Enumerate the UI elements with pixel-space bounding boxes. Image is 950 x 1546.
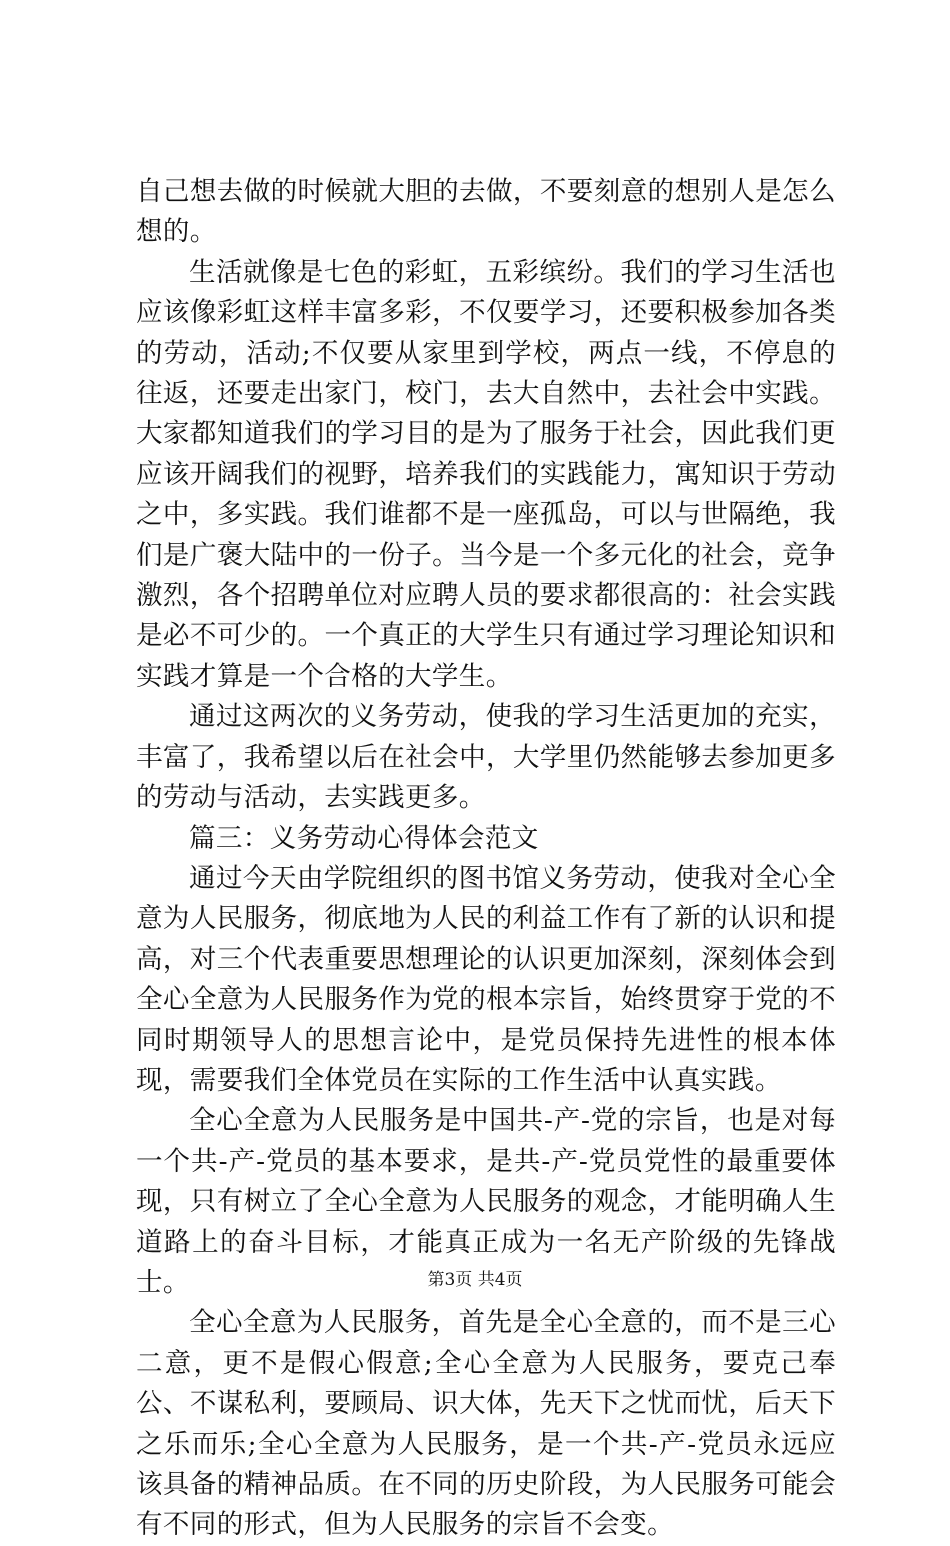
paragraph-continuation: 自己想去做的时候就大胆的去做，不要刻意的想别人是怎么想的。 <box>136 176 836 248</box>
document-body <box>136 172 836 1546</box>
page-number-footer: 第3页 共4页 <box>427 1270 523 1290</box>
paragraph-rainbow: 生活就像是七色的彩虹，五彩缤纷。我们的学习生活也应该像彩虹这样丰富多彩，不仅要学习，还要积极参加各类的劳动，活动;不仅要从家里到学校，两点一线，不停息的往返，还要走出家门，校门，去大自然中，去社会中实践。大家都知道我们的学习目的是为了服务于社会，因此我们更应该开阔我们的视野，培养我们的实践能力，寓知识于劳动之中，多实践。我们谁都不是一座孤岛，可以与世隔绝，我们是广褒大陆中的一份子。当今是一个多元化的社会，竞争激烈，各个招聘单位对应聘人员的要求都很高的：社会实践是必不可少的。一个真正的大学生只有通过学习理论知识和实践才算是一个合格的大学生。 <box>136 256 836 692</box>
section-heading: 篇三：义务劳动心得体会范文 <box>189 822 539 854</box>
paragraph-party-purpose: 全心全意为人民服务是中国共-产-党的宗旨，也是对每一个共-产-党员的基本要求，是共-产-党员党性的最重要体现，只有树立了全心全意为人民服务的观念，才能明确人生道路上的奋斗目标，才能真正成为一名无产阶级的先锋战士。 <box>136 1105 836 1298</box>
paragraph-serve-people: 全心全意为人民服务，首先是全心全意的，而不是三心二意，更不是假心假意;全心全意为人民服务，要克己奉公、不谋私利，要顾局、识大体，先天下之忧而忧，后天下之乐而乐;全心全意为人民服务，是一个共-产-党员永远应该具备的精神品质。在不同的历史阶段，为人民服务可能会有不同的形式，但为人民服务的宗旨不会变。 <box>136 1307 836 1541</box>
paragraph-library-labor: 通过今天由学院组织的图书馆义务劳动，使我对全心全意为人民服务，彻底地为人民的利益工作有了新的认识和提高，对三个代表重要思想理论的认识更加深刻，深刻体会到全心全意为人民服务作为党的根本宗旨，始终贯穿于党的不同时期领导人的思想言论中，是党员保持先进性的根本体现，需要我们全体党员在实际的工作生活中认真实践。 <box>136 862 836 1096</box>
paragraph-two-labors: 通过这两次的义务劳动，使我的学习生活更加的充实，丰富了，我希望以后在社会中，大学里仍然能够去参加更多的劳动与活动，去实践更多。 <box>136 701 836 814</box>
